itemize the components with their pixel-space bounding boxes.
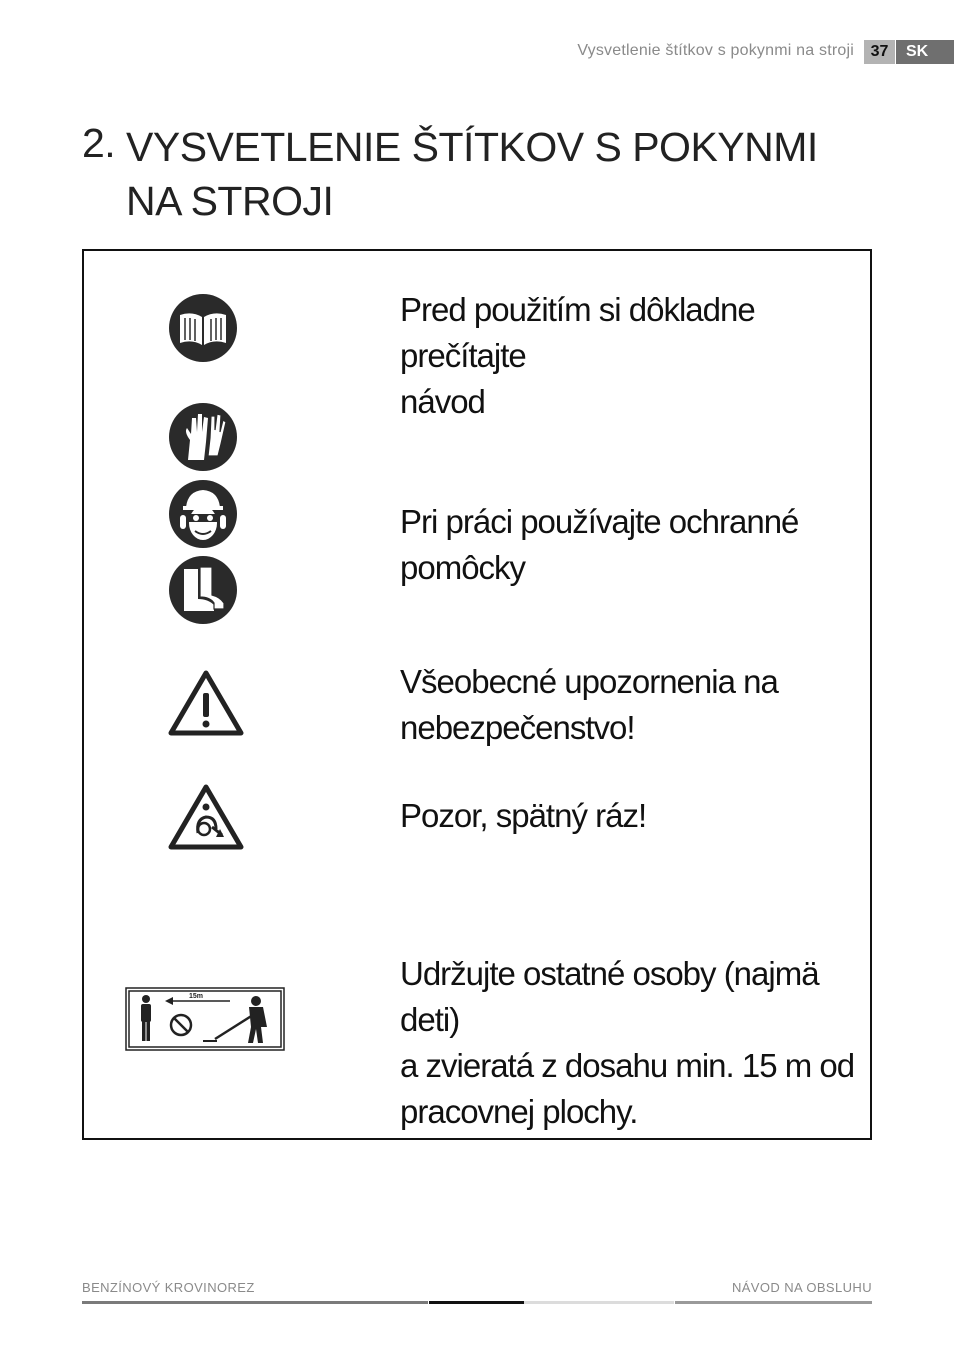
language-tag: SK: [896, 40, 954, 64]
label-line: pracovnej plochy.: [400, 1093, 638, 1130]
page-number: 37: [864, 40, 895, 64]
running-title: Vysvetlenie štítkov s pokynmi na stroji: [577, 42, 854, 59]
labels-frame: [82, 249, 872, 1140]
label-line: a zvieratá z dosahu min. 15 m od: [400, 1047, 855, 1084]
read-manual-icon: [168, 293, 238, 363]
section-number: 2.: [82, 120, 116, 166]
safety-boots-icon: [168, 555, 238, 625]
footer-product-name: BENZÍNOVÝ KROVINOREZ: [82, 1280, 255, 1295]
label-general-warning: [400, 659, 778, 751]
label-line: nebezpečenstvo!: [400, 709, 635, 746]
footer-bar-segment: [82, 1301, 428, 1304]
helmet-goggles-earmuffs-icon: [168, 479, 238, 549]
label-protective-equipment: [400, 499, 870, 591]
label-keep-distance: [400, 951, 870, 1135]
footer-doc-type: NÁVOD NA OBSLUHU: [731, 1280, 872, 1295]
footer-bar-segment: [524, 1301, 674, 1304]
section-title: VYSVETLENIE ŠTÍTKOV S POKYNMI NA STROJI: [126, 124, 818, 224]
footer-bar-segment: [675, 1301, 872, 1304]
keep-distance-icon: [125, 987, 285, 1051]
label-line: Udržujte ostatné osoby (najmä deti): [400, 955, 819, 1038]
label-line: Pred použitím si dôkladne prečítajte: [400, 291, 755, 374]
label-line: Všeobecné upozornenia na: [400, 663, 778, 700]
general-warning-icon: [168, 669, 244, 737]
gloves-icon: [168, 402, 238, 472]
label-kickback-warning: [400, 793, 646, 839]
label-line: Pozor, spätný ráz!: [400, 797, 647, 834]
kickback-warning-icon: [168, 783, 244, 851]
label-line: návod: [400, 383, 485, 420]
label-read-manual: [400, 287, 870, 425]
footer-bar-segment: [429, 1301, 524, 1304]
label-line: Pri práci používajte ochranné pomôcky: [400, 503, 799, 586]
distance-text: 15m: [189, 993, 204, 1000]
